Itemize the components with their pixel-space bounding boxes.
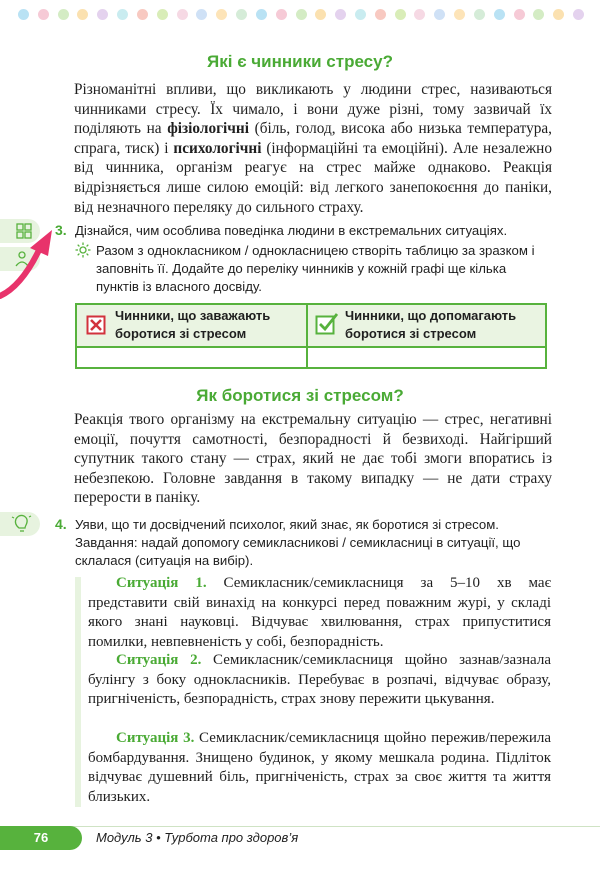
decorative-dot <box>395 9 406 20</box>
decorative-dot <box>296 9 307 20</box>
factors-table <box>75 303 547 369</box>
decorative-dot <box>375 9 386 20</box>
table-col-hinder: Чинники, що заважають боротися зі стресом <box>115 308 271 341</box>
decorative-dot <box>77 9 88 20</box>
footer-line <box>0 826 600 827</box>
decorative-dot <box>573 9 584 20</box>
decorative-dot <box>58 9 69 20</box>
term-physiological: фізіологічні <box>167 120 249 138</box>
decorative-dot <box>494 9 505 20</box>
decorative-dot <box>157 9 168 20</box>
decorative-dot <box>355 9 366 20</box>
footer-module-title: Модуль 3 • Турбота про здоров’я <box>96 830 299 845</box>
page-number: 76 <box>0 826 82 850</box>
term-psychological: психологічні <box>173 139 262 157</box>
coping-paragraph: Реакція твого організму на екстремальну ситуацію — стрес, негативні емоції, почуття самотності, безпорадності й безвиході. Найгірший супутник такого стану — страх, який не дає тобі змоги впоратись із небезпекою. Головне завдання в такому випадку — не дати страху перерости в паніку. <box>74 411 552 507</box>
sun-icon <box>75 242 91 258</box>
decorative-dot <box>177 9 188 20</box>
decorative-dot <box>335 9 346 20</box>
decorative-dot <box>18 9 29 20</box>
side-tab-idea <box>0 512 40 536</box>
task3-text: Дізнайся, чим особлива поведінка людини в екстремальних ситуаціях. <box>75 223 508 238</box>
task4-text: Уяви, що ти досвідчений психолог, який знає, як боротися зі стресом. Завдання: надай допомогу семикласникові / семикласниці в ситуації, що склалася (ситуація на вибір). <box>75 517 521 568</box>
task-number-3: 3. <box>55 222 67 238</box>
decorative-dot <box>256 9 267 20</box>
decorative-dot <box>276 9 287 20</box>
situation-2: Ситуація 2. Семикласник/семикласниця щойно зазнав/зазнала булінгу з боку однокласників. Перебуває в розпачі, відчуває образу, пригніченість, безпорадність, страх знову пережити цькування. <box>88 652 551 708</box>
decorative-dot <box>454 9 465 20</box>
decorative-dot <box>434 9 445 20</box>
decorative-dot <box>414 9 425 20</box>
decorative-dot <box>553 9 564 20</box>
situations-sidebar <box>75 577 81 807</box>
decorative-dot <box>38 9 49 20</box>
lightbulb-icon <box>0 512 40 536</box>
table-col-help: Чинники, що допомагають боротися зі стресом <box>345 308 517 341</box>
decorative-dot <box>216 9 227 20</box>
section-title-stress-factors: Які є чинники стресу? <box>207 52 393 71</box>
stress-factors-paragraph: Різноманітні впливи, що викликають у людини стрес, називаються чинниками стресу. Їх чимало, і вони дуже різні, тому зазвичай їх поділяють на фізіологічні (біль, голод, висока або низька температура, спрага, тиск) і психологічні (інформаційні та емоційні). Але незалежно від чинника, організм реагує на стрес майже однаково. Реакція відрізняється лише силою емоцій: від легкого занепокоєння до паніки, від незначного переляку до сильного страху. <box>74 81 552 216</box>
decorative-dot <box>474 9 485 20</box>
pointer-arrow-icon <box>0 226 62 300</box>
section-title-coping: Як боротися зі стресом? <box>196 386 404 405</box>
decorative-dot <box>315 9 326 20</box>
decorative-dot <box>117 9 128 20</box>
task3-subtext: Разом з однокласником / однокласницею створіть таблицю за зразком і заповніть її. Додайте до переліку чинників у кожній графі ще кілька пунктів із власного досвіду. <box>96 243 535 294</box>
decorative-dot <box>236 9 247 20</box>
decorative-dot <box>533 9 544 20</box>
decorative-dots <box>18 9 584 21</box>
situation-3: Ситуація 3. Семикласник/семикласниця щойно пережив/пережила бомбардування. Знищено будинок, у якому мешкала родина. Підліток відчуває душевний біль, пригніченість, страх за своє життя та життя близьких. <box>88 730 551 805</box>
decorative-dot <box>514 9 525 20</box>
decorative-dot <box>97 9 108 20</box>
decorative-dot <box>196 9 207 20</box>
check-box-icon <box>315 311 339 335</box>
cross-box-icon <box>86 313 108 335</box>
table-divider <box>306 305 308 367</box>
task-number-4: 4. <box>55 516 67 532</box>
decorative-dot <box>137 9 148 20</box>
situation-1: Ситуація 1. Семикласник/семикласниця за 5–10 хв має представити свій винахід на конкурсі перед поважним журі, у складі якого знані науковці. Відчуває хвилювання, страх припуститися помилки, невпевненість у собі, безпорадність. <box>88 575 552 650</box>
